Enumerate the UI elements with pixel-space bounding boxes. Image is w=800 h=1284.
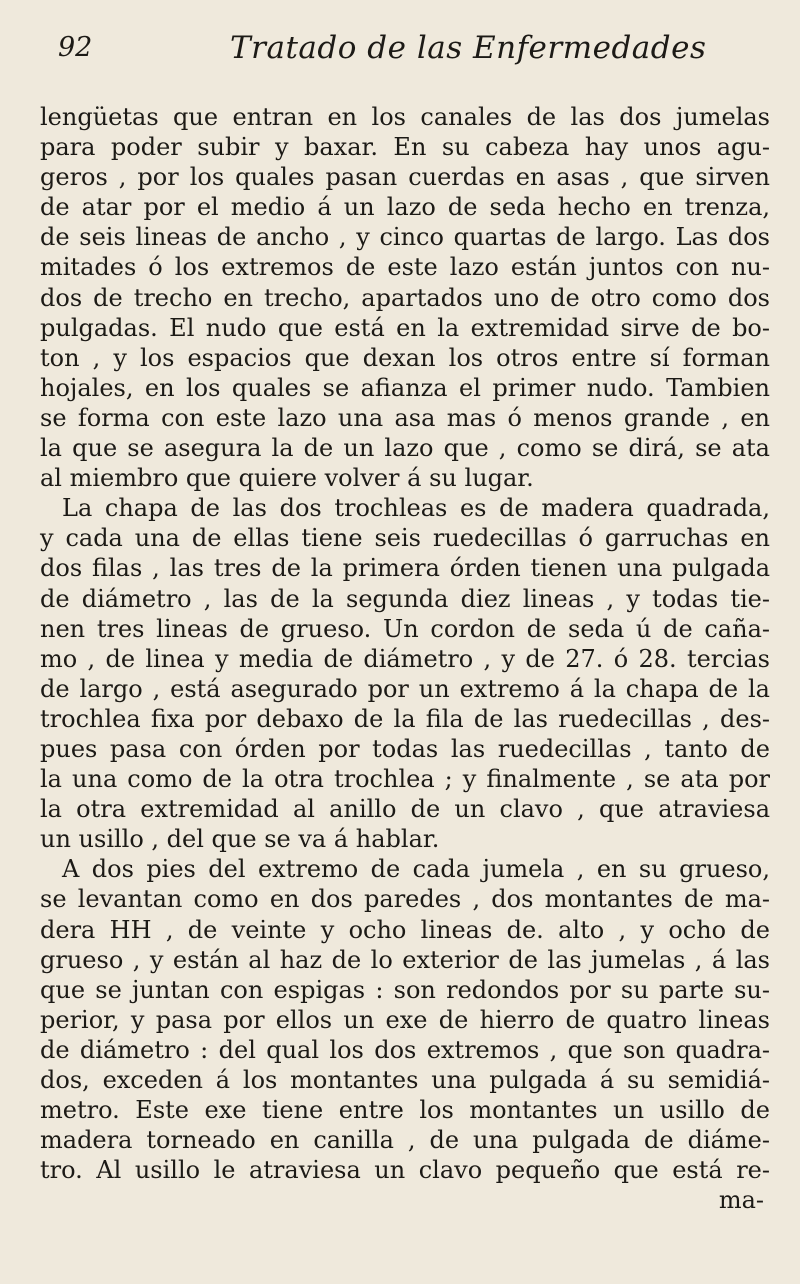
text-line: mo , de linea y media de diámetro , y de 27. ó 28. tercias bbox=[40, 644, 770, 673]
text-line: nen tres lineas de grueso. Un cordon de seda ú de caña- bbox=[40, 614, 770, 643]
text-line: metro. Este exe tiene entre los montantes un usillo de bbox=[40, 1096, 770, 1125]
text-line: lengüetas que entran en los canales de las dos jumelas bbox=[40, 103, 770, 131]
text-line: de seis lineas de ancho , y cinco quartas de largo. Las dos bbox=[40, 223, 770, 252]
text-line: perior, y pasa por ellos un exe de hierro de quatro lineas bbox=[40, 1005, 770, 1034]
text-line: geros , por los quales pasan cuerdas en asas , que sirven bbox=[40, 163, 770, 192]
text-line: mitades ó los extremos de este lazo están juntos con nu- bbox=[40, 253, 770, 282]
text-line: pues pasa con órden por todas las ruedecillas , tanto de bbox=[40, 734, 770, 763]
text-line: para poder subir y baxar. En su cabeza hay unos agu- bbox=[40, 133, 770, 162]
text-line: madera torneado en canilla , de una pulgada de diáme- bbox=[40, 1126, 770, 1155]
text-line: de largo , está asegurado por un extremo á la chapa de la bbox=[40, 674, 770, 703]
text-line: que se juntan con espigas : son redondos por su parte su- bbox=[40, 975, 770, 1004]
text-line: ton , y los espacios que dexan los otros entre sí forman bbox=[40, 343, 770, 372]
text-line: grueso , y están al haz de lo exterior de las jumelas , á las bbox=[40, 945, 770, 974]
text-line: la otra extremidad al anillo de un clavo , que atraviesa bbox=[40, 795, 770, 824]
text-line: la una como de la otra trochlea ; y finalmente , se ata por bbox=[40, 765, 770, 794]
body-text bbox=[40, 102, 770, 1215]
page-header bbox=[40, 30, 770, 78]
text-line: dos filas , las tres de la primera órden tienen una pulgada bbox=[40, 554, 770, 583]
text-line: y cada una de ellas tiene seis ruedecillas ó garruchas en bbox=[40, 524, 770, 553]
text-line: pulgadas. El nudo que está en la extremidad sirve de bo- bbox=[40, 313, 770, 342]
text-line: La chapa de las dos trochleas es de madera quadrada, bbox=[62, 494, 770, 523]
catchword: ma- bbox=[718, 1186, 764, 1215]
text-line: se forma con este lazo una asa mas ó menos grande , en bbox=[40, 403, 770, 432]
text-line: dos, exceden á los montantes una pulgada á su semidiá- bbox=[40, 1066, 770, 1094]
text-line: de atar por el medio á un lazo de seda hecho en trenza, bbox=[40, 193, 770, 222]
text-line: un usillo , del que se va á hablar. bbox=[40, 825, 440, 854]
text-line: A dos pies del extremo de cada jumela , en su grueso, bbox=[62, 855, 770, 884]
text-line: al miembro que quiere volver á su lugar. bbox=[40, 464, 534, 493]
text-line: de diámetro : del qual los dos extremos , que son quadra- bbox=[40, 1035, 770, 1064]
page-number: 92 bbox=[58, 32, 93, 63]
text-line: hojales, en los quales se afianza el primer nudo. Tambien bbox=[40, 373, 770, 402]
text-line: la que se asegura la de un lazo que , como se dirá, se ata bbox=[40, 434, 770, 463]
text-line: dos de trecho en trecho, apartados uno de otro como dos bbox=[40, 283, 770, 312]
text-line: trochlea fixa por debaxo de la fila de las ruedecillas , des- bbox=[40, 704, 770, 733]
text-line: tro. Al usillo le atraviesa un clavo pequeño que está re- bbox=[40, 1156, 770, 1185]
text-line: de diámetro , las de la segunda diez lineas , y todas tie- bbox=[40, 584, 770, 613]
running-title: Tratado de las Enfermedades bbox=[230, 30, 707, 66]
text-line: dera HH , de veinte y ocho lineas de. alto , y ocho de bbox=[40, 915, 770, 944]
text-line: se levantan como en dos paredes , dos montantes de ma- bbox=[40, 885, 770, 914]
